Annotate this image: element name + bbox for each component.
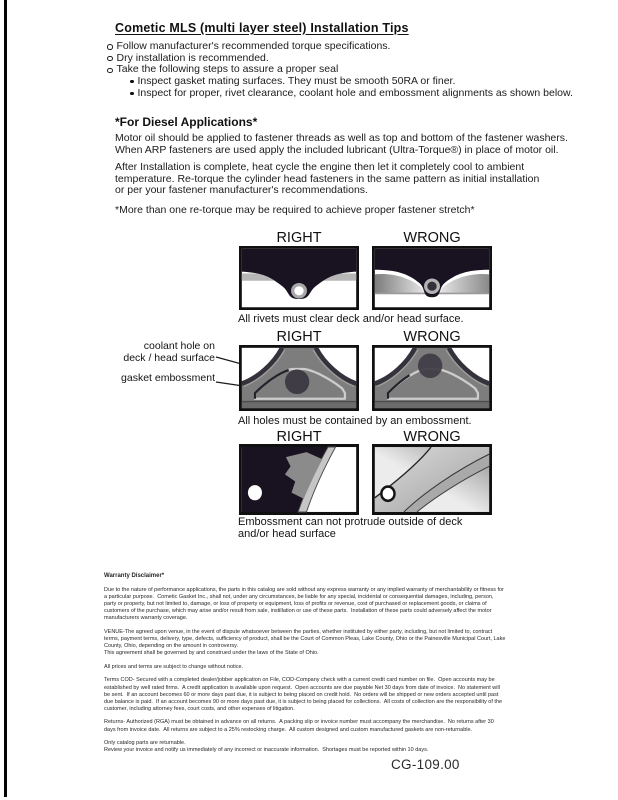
disclaimer-paragraph: Returns- Authorized (RGA) must be obtained in advance on all returns. A packing slip or invoice number must accompany the merchandise. No returns after 30 days from invoice date. All returns are subject to a 25% restocking charge. All custom designed and custom manufactured gaskets are non-returnable. bbox=[104, 719, 496, 733]
figure1-wrong-label: WRONG bbox=[403, 230, 461, 246]
coolant-hole bbox=[418, 353, 442, 378]
figure1-right-label: RIGHT bbox=[276, 230, 322, 246]
figure2-wrong-label: WRONG bbox=[403, 329, 461, 345]
page-number: CG-109.00 bbox=[391, 757, 460, 772]
list-item bbox=[107, 41, 585, 53]
figure3-wrong-label: WRONG bbox=[403, 429, 461, 445]
page-edge-line bbox=[4, 0, 7, 797]
diesel-paragraph: Motor oil should be applied to fastener threads as well as top and bottom of the fastener washers. When ARP fasteners are used apply the included lubricant (Ultra-Torque®) in place of motor oil. bbox=[115, 132, 568, 156]
tip-text: Dry installation is recommended. bbox=[116, 51, 269, 64]
disclaimer-heading: Warranty Disclaimer* bbox=[104, 573, 165, 579]
warranty-disclaimer bbox=[104, 573, 506, 761]
tip-text: Inspect for proper, rivet clearance, coolant hole and embossment alignments as shown below. bbox=[137, 86, 573, 99]
installation-tips-list bbox=[107, 41, 585, 100]
diagram-rivet-right bbox=[239, 246, 359, 310]
figure2-right-label: RIGHT bbox=[276, 329, 322, 345]
diagram-embossment-wrong bbox=[372, 345, 492, 411]
embossment-wrong-illustration bbox=[372, 345, 492, 411]
diagram-deck-edge-right bbox=[239, 444, 359, 515]
figure3-caption: Embossment can not protrude outside of deck and/or head surface bbox=[238, 516, 463, 540]
gasket-embossment-annotation: gasket embossment bbox=[121, 372, 215, 384]
rivet-wrong-illustration bbox=[372, 246, 492, 310]
figure3-right-label: RIGHT bbox=[276, 429, 322, 445]
embossment-right-illustration bbox=[239, 345, 359, 411]
diesel-paragraph: After Installation is complete, heat cycle the engine then let it completely cool to ambient temperature. Re-torque the cylinder head fasteners in the same pattern as initial installation or per your fastener manufacturer's recommendations. bbox=[115, 161, 540, 197]
tip-text: Take the following steps to assure a proper seal bbox=[116, 63, 339, 76]
coolant-hole bbox=[285, 370, 309, 395]
bullet-circle-icon bbox=[107, 56, 113, 62]
rivet-right-illustration bbox=[239, 246, 359, 310]
diagram-embossment-right bbox=[239, 345, 359, 411]
disclaimer-paragraph: Due to the nature of performance applications, the parts in this catalog are sold without any express warranty or any implied warranty of merchantability or fitness for a particular purpose. Cometic Gasket Inc., shall not, under any circumstances, be liable for any special, incidental or consequential damages, including, person, party or property, but not limited to, damage, or loss of property or equipment, loss of profits or revenue, cost of purchased or replacement goods, or claims of customers of the purchase, which may arise and/or result from sale, instillation or use of these parts. Installation of these parts could adversely affect the motor manufacturers warranty coverage. bbox=[104, 587, 506, 622]
figure2-caption: All holes must be contained by an embossment. bbox=[238, 415, 472, 427]
bullet-dot-icon bbox=[130, 80, 134, 84]
disclaimer-paragraph: All prices and terms are subject to change without notice. bbox=[104, 663, 244, 670]
disclaimer-paragraph: Terms COD- Secured with a completed dealer/jobber application on File, COD-Company check with a current credit card number on file. Open accounts may be established by well rated firms. A credit application is available upon request. Open accounts are due payable Net 30 days from date of invoice. No statement will be sent. If an account becomes 60 or more days past due, it is subject to being placed on credit hold. No orders will be shipped or new orders accepted until past due balance is paid. If an account becomes 90 or more days past due, it is subject to being placed for collections. All costs of collection are the responsibility of the customer, including attorney fees, court costs, and other expenses of litigation. bbox=[104, 677, 504, 712]
tip-text: Follow manufacturer's recommended torque specifications. bbox=[116, 40, 391, 52]
page-title: Cometic MLS (multi layer steel) Installation Tips bbox=[115, 21, 409, 35]
diesel-applications-heading: *For Diesel Applications* bbox=[115, 115, 258, 129]
retorque-note: *More than one re-torque may be required to achieve proper fastener stretch* bbox=[115, 204, 475, 216]
diagram-deck-edge-wrong bbox=[372, 444, 492, 515]
bolt-hole bbox=[248, 485, 262, 500]
disclaimer-paragraph: Only catalog parts are returnable. Review your invoice and notify us immediately of any incorrect or inaccurate information. Shortages must be reported within 10 days. bbox=[104, 740, 429, 754]
figure1-caption: All rivets must clear deck and/or head surface. bbox=[238, 313, 464, 325]
disclaimer-paragraph: VENUE-The agreed upon venue, in the event of dispute whatsoever between the parties, whether instituted by either party, including, but not limited to, contract terms, payment terms, delivery, type, defects, sufficiency of product, shall be the Court of Common Pleas, Lake County, Ohio or the Painesville Municipal Court, Lake County, Ohio, depending on the amount in controversy. This agreement shall be governed by and construed under the laws of the State of Ohio. bbox=[104, 628, 506, 657]
bullet-circle-icon bbox=[107, 68, 113, 74]
bolt-hole bbox=[381, 487, 394, 501]
bullet-circle-icon bbox=[107, 44, 113, 50]
deck-edge-right-illustration bbox=[239, 444, 359, 515]
bullet-dot-icon bbox=[130, 92, 134, 96]
tip-text: Inspect gasket mating surfaces. They must be smooth 50RA or finer. bbox=[137, 75, 456, 88]
diagram-rivet-wrong bbox=[372, 246, 492, 310]
deck-edge-wrong-illustration bbox=[372, 444, 492, 515]
coolant-hole-annotation: coolant hole on deck / head surface bbox=[123, 340, 215, 364]
list-item bbox=[130, 88, 585, 100]
